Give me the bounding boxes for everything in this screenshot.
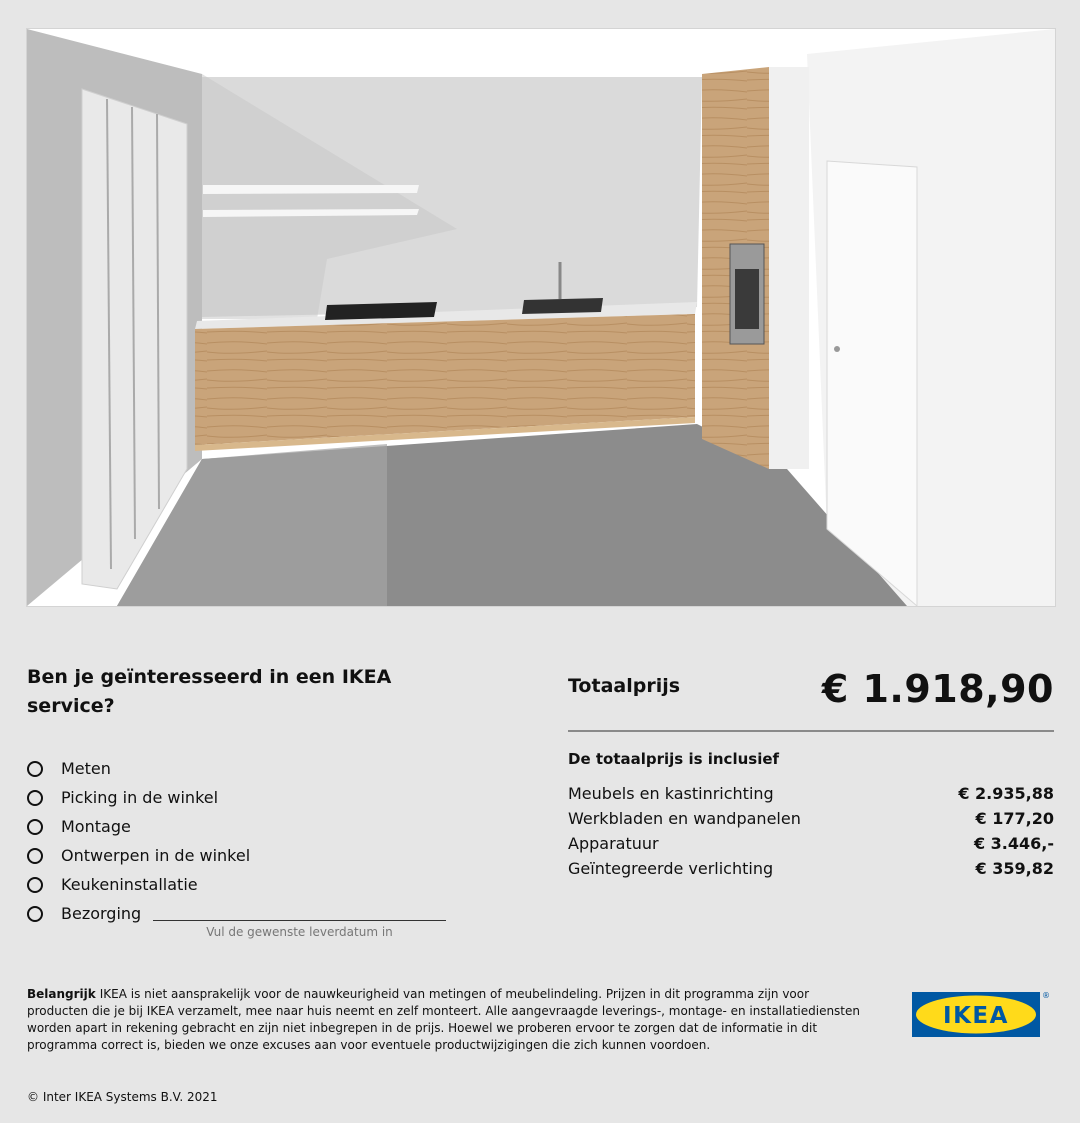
- radio-button[interactable]: [27, 790, 43, 806]
- divider: [568, 730, 1054, 732]
- total-label: Totaalprijs: [568, 675, 681, 697]
- option-meten[interactable]: [26, 754, 250, 783]
- breakdown-row: [568, 806, 1054, 831]
- option-label: Ontwerpen in de winkel: [61, 846, 251, 865]
- option-picking[interactable]: [26, 783, 250, 812]
- disclaimer-text: IKEA is niet aansprakelijk voor de nauwkeurigheid van metingen of meubelindeling. Prijzen in dit programma zijn voor producten die je bij IKEA verzamelt, mee naar huis neemt en zelf monteert. Alle aangevraagde leverings-, montage- en installatiediensten worden apart in rekening gebracht en zijn niet inbegrepen in de prijs. Hoewel we proberen ervoor te zorgen dat de informatie in dit programma correct is, bieden we onze excuses aan voor eventuele productwijzigingen die zich kunnen voordoen.: [27, 987, 860, 1052]
- option-label: Keukeninstallatie: [61, 875, 198, 894]
- option-label: Montage: [61, 817, 131, 836]
- breakdown-amount: € 2.935,88: [958, 784, 1054, 803]
- ikea-logo: [911, 990, 1051, 1044]
- breakdown-row: [568, 831, 1054, 856]
- kitchen-render: [26, 28, 1056, 607]
- breakdown-amount: € 359,82: [975, 859, 1054, 878]
- radio-button[interactable]: [27, 877, 43, 893]
- ikea-logo-text: IKEA: [943, 1003, 1009, 1029]
- radio-button[interactable]: [27, 761, 43, 777]
- total-price: € 1.918,90: [821, 667, 1054, 711]
- ikea-logo-graphic: [911, 990, 1051, 1040]
- option-keukeninstallatie[interactable]: [26, 870, 250, 899]
- breakdown-label: Werkbladen en wandpanelen: [568, 809, 801, 828]
- disclaimer-title: Belangrijk: [27, 987, 96, 1001]
- option-label: Meten: [61, 759, 111, 778]
- delivery-date-hint: Vul de gewenste leverdatum in: [206, 925, 393, 939]
- price-breakdown: [568, 781, 1054, 881]
- option-ontwerpen[interactable]: [26, 841, 250, 870]
- radio-button[interactable]: [27, 906, 43, 922]
- radio-button[interactable]: [27, 848, 43, 864]
- radio-button[interactable]: [27, 819, 43, 835]
- breakdown-row: [568, 781, 1054, 806]
- registered-mark: ®: [1042, 991, 1050, 1000]
- service-question: Ben je geïnteresseerd in een IKEA service?: [27, 666, 392, 717]
- service-options: [26, 754, 250, 928]
- kitchen-render-illustration: [27, 29, 1055, 606]
- inclusive-title: De totaalprijs is inclusief: [568, 750, 780, 768]
- breakdown-amount: € 3.446,-: [973, 834, 1054, 853]
- delivery-date-input[interactable]: [153, 920, 446, 921]
- option-montage[interactable]: [26, 812, 250, 841]
- copyright: © Inter IKEA Systems B.V. 2021: [27, 1090, 218, 1104]
- option-label: Bezorging: [61, 904, 142, 923]
- option-label: Picking in de winkel: [61, 788, 219, 807]
- breakdown-label: Meubels en kastinrichting: [568, 784, 774, 803]
- option-bezorging[interactable]: [26, 899, 250, 928]
- disclaimer: [27, 986, 867, 1054]
- breakdown-label: Apparatuur: [568, 834, 659, 853]
- breakdown-row: [568, 856, 1054, 881]
- breakdown-label: Geïntegreerde verlichting: [568, 859, 774, 878]
- breakdown-amount: € 177,20: [975, 809, 1054, 828]
